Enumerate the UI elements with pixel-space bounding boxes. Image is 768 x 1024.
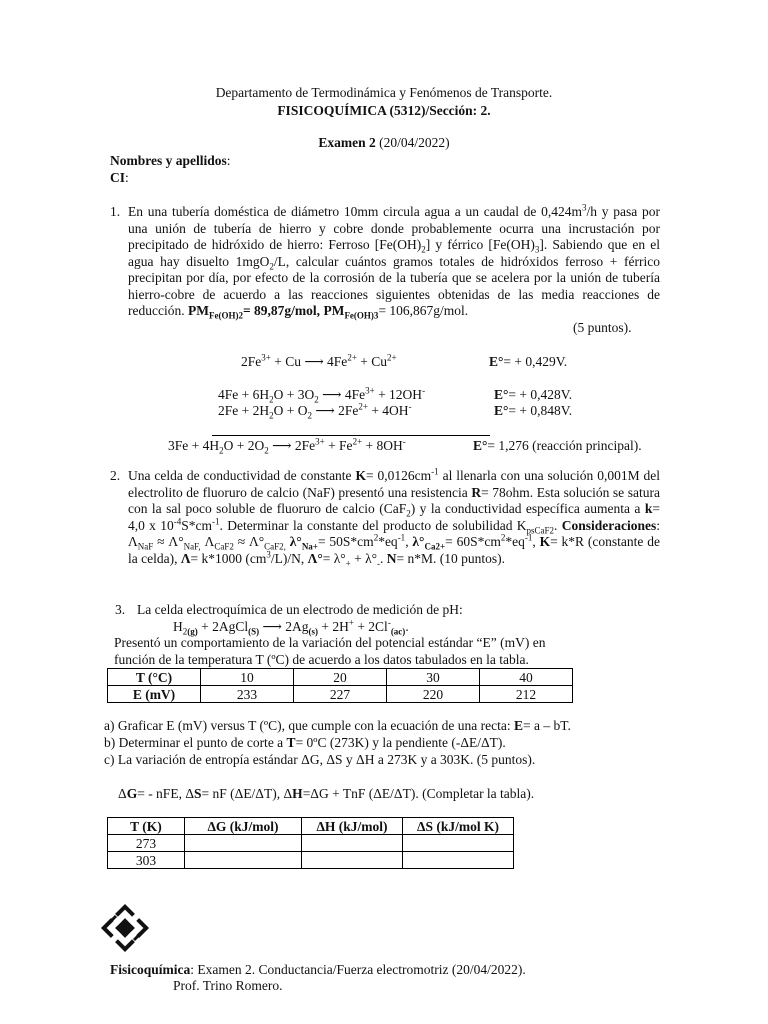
table-cell[interactable] [302, 852, 403, 869]
table-cell[interactable] [185, 835, 302, 852]
table-row [108, 852, 514, 869]
table-cell: 10 [201, 669, 294, 686]
table-cell[interactable] [302, 835, 403, 852]
table-cell[interactable] [403, 852, 514, 869]
table-header: ΔH (kJ/mol) [302, 818, 403, 835]
pm1-sub: Fe(OH)2 [208, 310, 243, 321]
table-cell: 220 [387, 686, 480, 703]
pm2-sub: Fe(OH)3 [344, 310, 379, 321]
exam-title [0, 135, 768, 152]
q1-sub: 2 [269, 261, 274, 272]
table-cell: 227 [294, 686, 387, 703]
table-row [108, 686, 573, 703]
q1-part: En una tubería doméstica de diámetro 10mm circula agua a un caudal de 0,424m [128, 204, 583, 219]
reaction-2-potential [494, 387, 572, 404]
q3-desc-1: Presentó un comportamiento de la variación del potencial estándar “E” (mV) en [114, 635, 546, 650]
names-line [110, 153, 231, 170]
table-cell: 303 [108, 852, 185, 869]
q3-desc-2: función de la temperatura T (ºC) de acuerdo a los datos tabulados en la tabla. [114, 652, 529, 667]
q3-number: 3. [115, 602, 126, 617]
table-cell: 40 [480, 669, 573, 686]
table-cell: 20 [294, 669, 387, 686]
q1-sub: 3 [534, 244, 540, 255]
q3-item-b: b) Determinar el punto de corte a T= 0ºC (273K) y la pendiente (-ΔE/ΔT). [104, 735, 506, 750]
table-header: ΔG (kJ/mol) [185, 818, 302, 835]
course-title: FISICOQUÍMICA (5312)/Sección: 2. [277, 103, 491, 118]
footer-professor: Prof. Trino Romero. [173, 978, 283, 993]
table-cell: 233 [201, 686, 294, 703]
q3-item-a: a) Graficar E (mV) versus T (ºC), que cumple con la ecuación de una recta: E= a – bT. [104, 718, 571, 733]
reaction-3-potential [494, 403, 572, 420]
exam-label: Examen 2 [318, 135, 376, 150]
table-header: T (K) [108, 818, 185, 835]
q1-number: 1. [110, 204, 121, 219]
reaction-1-potential [489, 354, 567, 371]
e-value: = 1,276 (reacción principal). [487, 438, 642, 453]
table-cell: E (mV) [108, 686, 201, 703]
reaction-2: $4Fe + 6H_2O + 3O_2$ ⟶ $4Fe^{3+} + 12OH^-$ [218, 385, 426, 405]
q1-points: (5 puntos). [573, 320, 632, 335]
university-logo-icon [100, 903, 150, 953]
department-line: Departamento de Termodinámica y Fenómenos de Transporte. [215, 85, 553, 100]
q3-formulas: ΔG= - nFE, ΔS= nF (ΔE/ΔT), ΔH=ΔG + TnF (ΔE/ΔT). (Completar la tabla). [118, 786, 535, 801]
pm1-value: = 89,87g/mol, [242, 303, 324, 318]
results-table [107, 817, 514, 869]
reaction-3: $2Fe + 2H_2O + O_2$ ⟶ $2Fe^{2+} + 4OH^-$ [218, 401, 412, 421]
pm1-label: PM [187, 303, 209, 318]
footer-subject [110, 962, 526, 979]
table-cell: 30 [387, 669, 480, 686]
ci-colon: : [125, 170, 129, 185]
reaction-sum-line [212, 435, 490, 436]
data-table [107, 668, 573, 703]
q1-sup: 3 [582, 202, 587, 213]
names-colon: : [226, 153, 231, 168]
e-value: = + 0,429V. [503, 354, 568, 369]
ci-line [110, 170, 129, 187]
names-label: Nombres y apellidos [110, 153, 227, 168]
exam-date: (20/04/2022) [375, 135, 450, 150]
q2-text: Una celda de conductividad de constante $K= 0,0126cm^{-1}$ al llenarla con una solución 0,001M del electrolito de fluoruro de calcio (NaF) presentó una resistencia R= 78ohm. Esta solución se satura con la sal poco soluble de fluoruro de calcio (CaF$_2$) y la conductividad específica aumenta a k= 4,0 x $10^{-4}S*cm^{-1}$. Determinar la constante del producto de solubilidad $K_{psCaF2}$. Consideraciones: $\Lambda_{NaF} \approx \Lambda^\circ_{NaF,}$ $\Lambda_{CaF2} \approx \Lambda^\circ_{CaF2,}$ $\lambda^\circ_{Na+}= 50S*cm^2*eq^{-1}$, $\lambda^\circ_{Ca2+}= 60S*cm^2*eq^{-1}$, K= k*R (constante de la celda), Λ= k*1000 $(cm^3/L)/N$, $\Lambda^\circ= \lambda^\circ_+ + \lambda^\circ_-$. N= n*M. (10 puntos). [128, 466, 660, 569]
e-label: E° [473, 438, 488, 453]
e-value: = + 0,848V. [508, 403, 573, 418]
reaction-main-potential [473, 438, 642, 455]
q1-sub: 2 [421, 244, 426, 255]
table-header: ΔS (kJ/mol K) [403, 818, 514, 835]
table-cell[interactable] [403, 835, 514, 852]
e-value: = + 0,428V. [508, 387, 573, 402]
q2-number: 2. [110, 468, 121, 483]
q1-part: ]. Sabiendo que en el agua hay disuelto 1mgO [128, 237, 661, 269]
e-label: E° [494, 387, 509, 402]
table-row [108, 835, 514, 852]
q1-part: /h y pasa por una unión de tubería de hierro y cobre donde probablemente ocurra una incrustación por precipitado de hidróxido de hierro: Ferroso [Fe(OH) [128, 204, 660, 252]
q1-part: /L, calcular cuántos gramos totales de hidróxidos ferroso + férrico precipitan por día, por efecto de la corrosión de la tubería que se acelera por la unión de tubería hierro-cobre de acuerdo a las reacciones siguientes obtenidas de las media reacciones de reducción. [128, 253, 660, 318]
q3-reaction: $H_{2(g)}$ + 2AgCl$_{(S)}$ ⟶ $2Ag_{(s)} + 2H^+ + 2Cl^-_{(ac)}$. [173, 617, 409, 637]
q1-text [128, 204, 660, 320]
q1-part: ] y férrico [Fe(OH) [425, 237, 535, 252]
q3-item-c: c) La variación de entropía estándar ΔG, ΔS y ΔH a 273K y a 303K. (5 puntos). [104, 752, 536, 767]
reaction-main: $3Fe + 4H_2O + 2O_2$ ⟶ $2Fe^{3+} + Fe^{2+} + 8OH^-$ [168, 436, 406, 456]
e-label: E° [494, 403, 509, 418]
e-label: E° [489, 354, 504, 369]
footer-subject-rest: : Examen 2. Conductancia/Fuerza electromotriz (20/04/2022). [190, 962, 526, 977]
table-cell: 273 [108, 835, 185, 852]
footer-subject-bold: Fisicoquímica [110, 962, 191, 977]
table-cell: 212 [480, 686, 573, 703]
q3-intro: La celda electroquímica de un electrodo de medición de pH: [137, 602, 463, 617]
table-row [108, 669, 573, 686]
reaction-1: $2Fe^{3+} + Cu$ ⟶ $4Fe^{2+} + Cu^{2+}$ [241, 352, 397, 369]
table-cell: T (°C) [108, 669, 201, 686]
ci-label: CI [110, 170, 126, 185]
pm2-label: PM [323, 303, 345, 318]
table-cell[interactable] [185, 852, 302, 869]
table-header-row [108, 818, 514, 835]
pm2-value: = 106,867g/mol. [378, 303, 469, 318]
